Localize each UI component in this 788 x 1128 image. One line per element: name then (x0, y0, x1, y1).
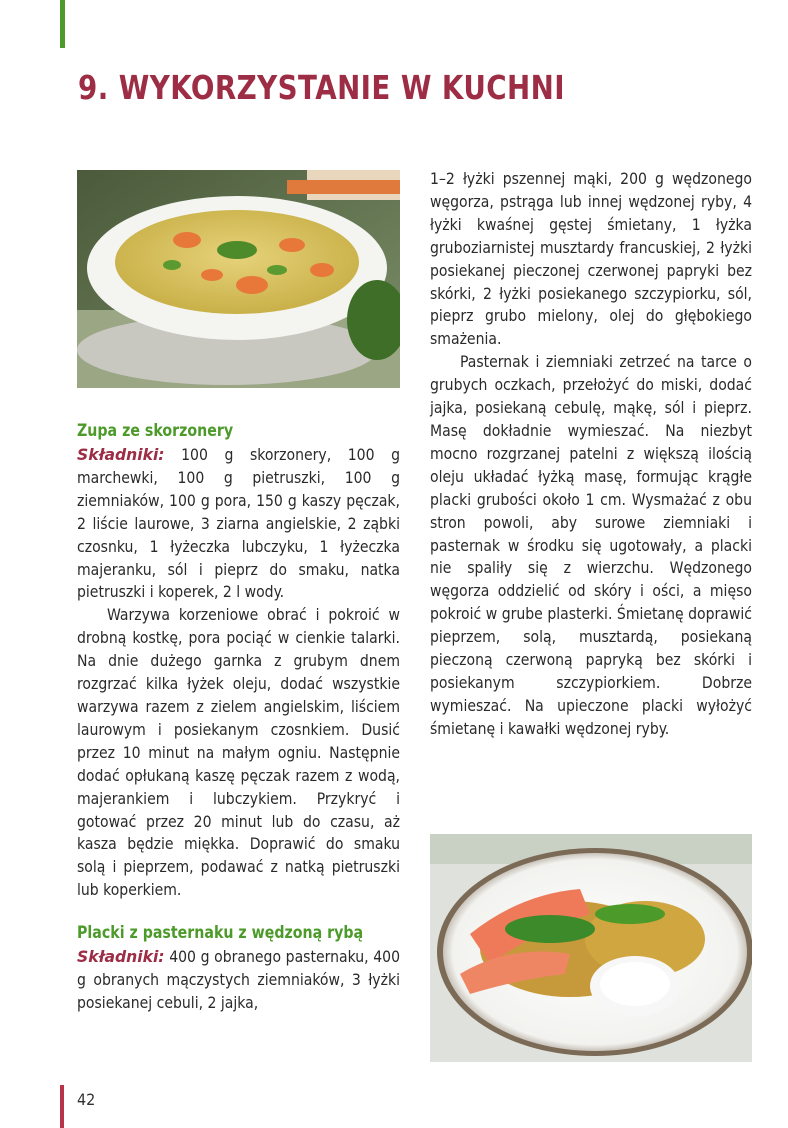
ingredients-label: Składniki: (77, 948, 165, 967)
page-number: 42 (77, 1090, 96, 1109)
recipe-title-placki: Placki z pasternaku z wędzoną rybą (77, 923, 364, 943)
recipe-title-soup: Zupa ze skorzonery (77, 421, 234, 440)
soup-ingredients (77, 444, 400, 604)
page-title: 9. WYKORZYSTANIE W KUCHNI (78, 68, 566, 107)
right-column (430, 168, 752, 741)
soup-method: Warzywa korzeniowe obrać i pokroić w drobną kostkę, pora pociąć w cienkie talarki. Na dnie dużego garnka z grubym dnem rozgrzać kilka łyżek oleju, dodać wszystkie warzywa razem z zielem angielskim, liściem laurowym i posiekanym czosnkiem. Dusić przez 10 minut na małym ogniu. Następnie dodać opłukaną kaszę pęczak razem z wodą, majerankiem i lubczykiem. Przykryć i gotować przez 20 minut lub do czasu, aż kasza będzie miękka. Doprawić do smaku solą i pieprzem, podawać z natką pietruszki lub koperkiem. (77, 606, 400, 900)
soup-ingredients-text: 100 g skorzonery, 100 g marchewki, 100 g pietruszki, 100 g ziemniaków, 100 g pora, 150 g kaszy pęczak, 2 liście laurowe, 3 ziarna angielskie, 2 ząbki czosnku, 1 łyżeczka lubczyku, 1 łyżeczka majeranku, sól i pieprz do smaku, natka pietruszki i koperek, 2 l wody. (77, 446, 400, 602)
placki-method: Pasternak i ziemniaki zetrzeć na tarce o grubych oczkach, przełożyć do miski, dodać jajka, posiekaną cebulę, mąkę, sól i pieprz. Masę dokładnie wymieszać. Na niezbyt mocno rozgrzanej patelni z większą ilością oleju układać łyżką masę, formując krągłe placki grubości około 1 cm. Wysmażać z obu stron powoli, aby surowe ziemniaki i pasternak w środku się ugotowały, a placki nie spaliły się z wierzchu. Wędzonego węgorza oddzielić od skóry i ości, a mięso pokroić w grube plasterki. Śmietanę doprawić pieprzem, solą, musztardą, posiekaną pieczoną czerwoną papryką bez skórki i posiekanym szczypiorkiem. Dobrze wymieszać. Na upieczone placki wyłożyć śmietanę i kawałki wędzonej ryby. (430, 353, 752, 738)
placki-ingredients-text: 400 g obranego pasternaku, 400 g obranych mączystych ziemniaków, 3 łyżki posiekanej cebuli, 2 jajka, (77, 948, 400, 1012)
ingredients-label: Składniki: (77, 446, 165, 464)
soup-photo (77, 170, 400, 388)
bottom-accent-bar (60, 1085, 64, 1128)
top-accent-bar (60, 0, 65, 48)
left-column (77, 418, 400, 1015)
placki-ingredients-continued: 1–2 łyżki pszennej mąki, 200 g wędzonego węgorza, pstrąga lub innej wędzonej ryby, 4 łyżki kwaśnej gęstej śmietany, 1 łyżka gruboziarnistej musztardy francuskiej, 2 łyżki posiekanej pieczonej czerwonej papryki bez skórki, 2 łyżki posiekanego szczypiorku, sól, pieprz grubo mielony, olej do głębokiego smażenia. (430, 170, 752, 349)
placki-ingredients (77, 946, 400, 1015)
placki-photo (430, 834, 752, 1062)
